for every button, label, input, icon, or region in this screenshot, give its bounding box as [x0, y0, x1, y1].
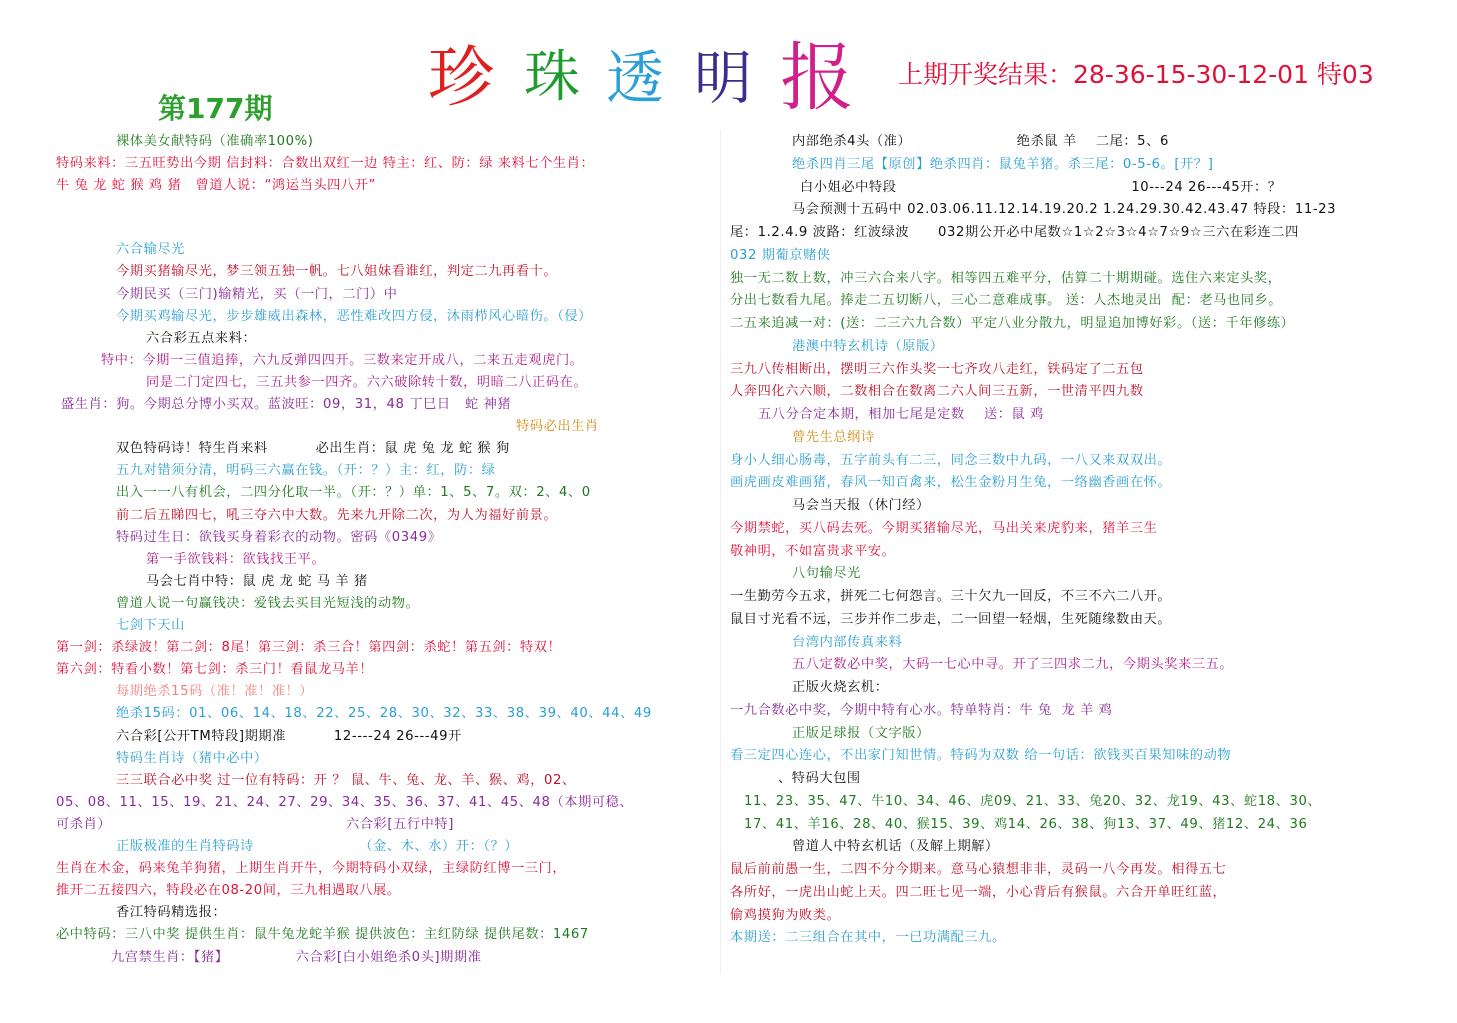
right-line-19: 敬神明，不如富贵求平安。	[730, 543, 896, 559]
right-line-7: 独一无二数上数，冲三六合来八字。相等四五难平分，估算二十期期碰。选住六来定头奖，	[730, 270, 1282, 286]
left-line-31: 正版极准的生肖特码诗 （金、木、水）开：（？）	[116, 839, 519, 854]
last-draw-result: 上期开奖结果：28-36-15-30-12-01 特03	[898, 60, 1374, 89]
left-line-35: 必中特码：三八中奖 提供生肖：鼠牛兔龙蛇羊猴 提供波色：主红防绿 提供尾数：1467	[56, 927, 589, 943]
left-line-26: 六合彩[公开TM特段]期期准 12----24 26---49开	[116, 728, 462, 744]
left-line-12: 特码必出生肖	[516, 419, 599, 435]
right-line-8: 分出七数看九尾。捧走二五切断八，三心二意难成事。 送：人杰地灵出 配：老马也同乡。	[730, 293, 1283, 309]
right-line-17: 马会当天报（休门经）	[792, 498, 930, 513]
right-line-15: 身小人细心肠毒，五字前头有二三，同念三数中九码，一八又来双双出。	[730, 452, 1172, 468]
right-line-29: 、特码大包围	[778, 771, 861, 786]
right-line-21: 一生勤劳今五求，拼死二七何怨言。三十欠九一回反，不三不六二八开。	[730, 589, 1172, 604]
left-line-24: 每期绝杀15码（准！准！准！）	[116, 684, 314, 700]
right-line-23: 台湾内部传真来料	[792, 634, 903, 650]
masthead-char-1: 珍	[428, 39, 494, 116]
right-line-4: 马会预测十五码中 02.03.06.11.12.14.19.20.2 1.24.29.30.42.43.47 特段：11-23	[792, 202, 1337, 218]
left-line-18: 第一手欲钱料：欲钱找王平。	[146, 551, 326, 567]
left-line-14: 五九对错须分清，明码三六赢在钱。（开：？）主：红，防：绿	[116, 463, 496, 479]
right-line-33: 鼠后前前愚一生，二四不分今期来。意马心猿想非非，灵码一八今再发。相得五七	[730, 862, 1227, 877]
right-line-34: 各所好，一虎出山蛇上天。四二旺七见一端，小心背后有猴鼠。六合开单旺红蓝，	[730, 884, 1227, 900]
left-line-21: 七剑下天山	[116, 618, 185, 633]
left-line-25: 绝杀15码：01、06、14、18、22、25、28、30、32、33、38、39、40、44、49	[116, 706, 652, 722]
masthead-char-2: 珠	[524, 45, 580, 110]
right-line-36: 本期送：二三组合在其中，一已功满配三九。	[730, 930, 1006, 946]
masthead-char-3: 透	[606, 44, 665, 112]
left-line-34: 香江特码精选报：	[116, 905, 227, 921]
right-line-3: 白小姐必中特段 10---24 26---45开：？	[800, 179, 1282, 195]
right-line-6: 032 期葡京赌侠	[730, 247, 831, 263]
right-line-25: 正版火烧玄机：	[792, 680, 889, 695]
right-line-12: 人奔四化六六顺，二数相合在数离二六人间三五新，一世清平四九数	[730, 384, 1144, 400]
left-line-1: 裸体美女献特码（准确率100%)	[116, 134, 314, 149]
right-line-18: 今期禁蛇，买八码去死。今期买猪输尽光，马出关来虎豹来，猪羊三生	[730, 520, 1158, 536]
left-line-8: 六合彩五点来料：	[146, 330, 257, 346]
left-line-36: 九宫禁生肖：【猪】 六合彩[白小姐绝杀0头]期期准	[111, 949, 482, 965]
left-line-9: 特中：今期一三值追捧，六九反弹四四开。三数来定开成八，二来五走观虎门。	[101, 352, 584, 368]
left-line-15: 出入一一八有机会，二四分化取一半。（开：？）单：1、5、7。双：2、4、0	[116, 485, 591, 501]
left-line-7: 今期买鸡输尽光，步步雄威出森林，恶性难改四方侵，沐雨栉风心暗伤。（侵）	[116, 308, 592, 324]
right-line-13: 五八分合定本期，相加七尾是定数 送：鼠 鸡	[758, 407, 1044, 422]
right-line-31: 17、41、羊16、28、40、猴15、39、鸡14、26、38、狗13、37、49、猪12、24、36	[744, 816, 1308, 832]
left-line-4: 六合输尽光	[116, 242, 185, 258]
right-line-26: 一九合数必中奖，今期中特有心水。特单特肖：牛 兔 龙 羊 鸡	[730, 702, 1113, 718]
right-line-27: 正版足球报（文字版）	[792, 725, 930, 741]
right-line-22: 鼠目寸光看不远，三步并作二步走，二一回望一轻烟，生死随缘数由天。	[730, 611, 1172, 627]
left-line-22: 第一剑：杀绿波！第二剑：8尾！第三剑：杀三合！第四剑：杀蛇！第五剑：特双！	[56, 640, 562, 656]
right-line-30: 11、23、35、47、牛10、34、46、虎09、21、33、兔20、32、龙19、43、蛇18、30、	[744, 793, 1322, 809]
right-line-28: 看三定四心连心，不出家门知世情。特码为双数 给一句话：欲钱买百果知味的动物	[730, 748, 1232, 764]
right-line-1: 内部绝杀4头（准） 绝杀鼠 羊 二尾：5、6	[792, 134, 1169, 149]
left-line-32: 生肖在木金，码来兔羊狗猪，上期生肖开牛，今期特码小双绿，主绿防红博一三门，	[56, 861, 567, 877]
right-line-11: 三九八传相断出，摆明三六作头奖一七齐攻八走红，铁码定了二五包	[730, 361, 1144, 377]
right-line-2: 绝杀四肖三尾【原创】绝杀四肖：鼠兔羊猪。杀三尾：0-5-6。[开？]	[792, 156, 1214, 172]
right-line-20: 八句输尽光	[792, 566, 861, 582]
column-divider	[720, 130, 721, 975]
left-line-30: 可杀肖） 六合彩[五行中特]	[56, 816, 454, 832]
left-line-6: 今期民买（三门)输精光，买（一门，二门）中	[116, 286, 398, 302]
right-line-16: 画虎画皮难画猪，春风一知百禽来，松生金粉月生兔，一络幽香画在怀。	[730, 475, 1172, 491]
right-line-24: 五八定数必中奖，大码一七心中寻。开了三四求二九，今期头奖来三五。	[792, 657, 1234, 673]
masthead-char-4: 明	[694, 44, 753, 112]
left-line-5: 今期买猪输尽光，梦三领五独一帆。七八姐妹看谁红，判定二九再看十。	[116, 264, 558, 280]
left-line-23: 第六剑：特看小数！第七剑：杀三门！看鼠龙马羊！	[56, 662, 374, 678]
left-line-27: 特码生肖诗（猪中必中）	[116, 750, 268, 766]
left-line-10: 同是二门定四七，三五共参一四齐。六六破除转十数，明暗二八正码在。	[146, 374, 588, 390]
left-line-19: 马会七肖中特：鼠 虎 龙 蛇 马 羊 猪	[146, 573, 368, 589]
masthead-title	[428, 35, 855, 121]
left-line-2: 特码来料：三五旺势出今期 信封料：合数出双红一边 特主：红、防：绿 来料七个生肖：	[56, 156, 595, 172]
left-line-17: 特码过生日：欲钱买身着彩衣的动物。密码《0349》	[116, 529, 442, 545]
left-line-16: 前二后五睇四七，吼三夺六中大数。先来九开除二次，为人为福好前景。	[116, 507, 558, 523]
issue-number: 第177期	[158, 92, 273, 125]
right-line-32: 曾道人中特玄机话（及解上期解）	[792, 839, 999, 855]
left-line-13: 双色特码诗！特生肖来料 必出生肖：鼠 虎 兔 龙 蛇 猴 狗	[116, 441, 510, 457]
right-line-5: 尾：1.2.4.9 波路：红波绿波 032期公开必中尾数☆1☆2☆3☆4☆7☆9☆三六在彩连二四	[730, 225, 1299, 240]
left-line-3: 牛 兔 龙 蛇 猴 鸡 猪 曾道人说：“鸿运当头四八开”	[56, 178, 376, 194]
left-line-20: 曾道人说一句赢钱决：爱钱去买目光短浅的动物。	[116, 595, 420, 611]
left-line-29: 05、08、11、15、19、21、24、27、29、34、35、36、37、41、45、48（本期可稳、	[56, 794, 634, 810]
left-line-11: 盛生肖：狗。今期总分博小买双。蓝波旺：09，31，48 丁巳日 蛇 神猪	[61, 397, 512, 412]
right-line-9: 二五来追减一对：(送：二三六九合数）平定八业分散九，明显追加博好彩。（送：千年修练）	[730, 316, 1295, 331]
right-line-14: 曾先生总纲诗	[792, 429, 875, 445]
masthead-char-5: 报	[780, 35, 855, 121]
right-line-10: 港澳中特玄机诗（原版）	[792, 338, 944, 354]
left-line-28: 三三联合必中奖 过一位有特码：开 ？ 鼠、牛、兔、龙、羊、猴、鸡，02、	[116, 772, 576, 788]
right-line-35: 偷鸡摸狗为败类。	[730, 907, 841, 923]
left-line-33: 推开二五接四六，特段必在08-20间，三九相遇取八展。	[56, 883, 401, 899]
